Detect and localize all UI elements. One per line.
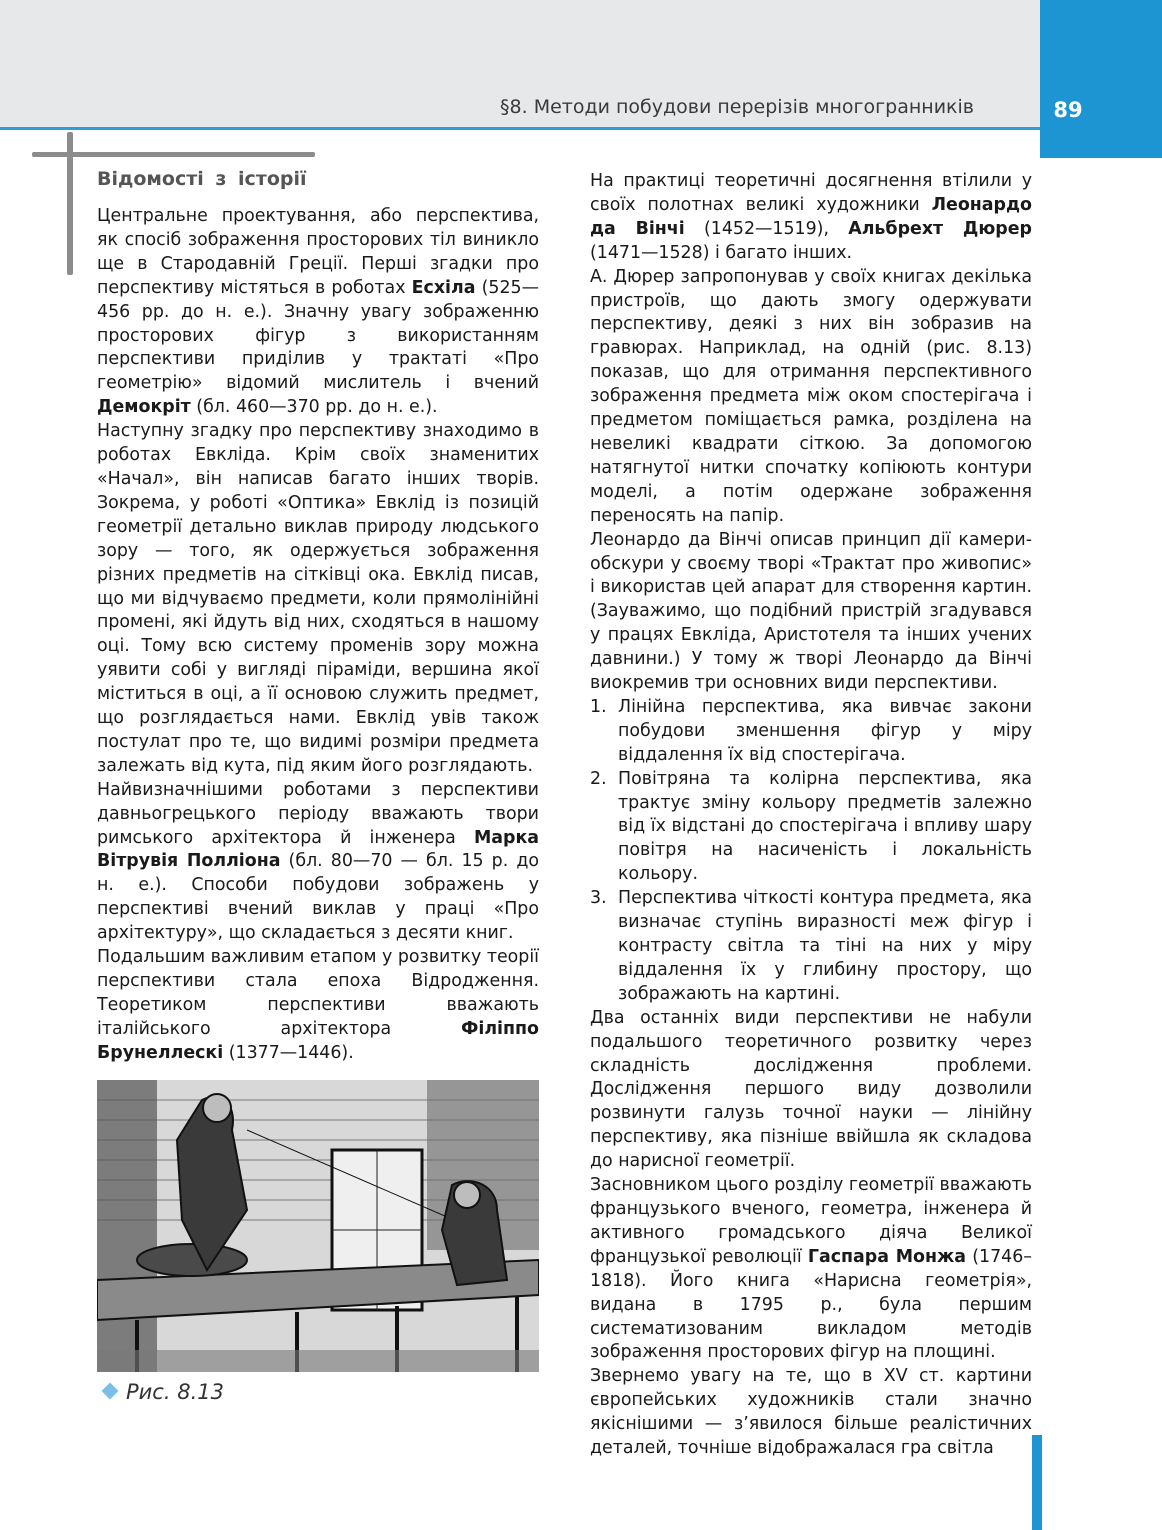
right-paragraph-4: Два останніх види перспективи не набули подальшого теоретичного розвитку через складність дослідження проблеми. Дослідження першого виду дозволили розвинути галузь точної науки — лінійну перспективу, яка пізніше ввійшла як складова до нарисної геометрії.	[590, 1007, 1032, 1172]
right-paragraph-5: Засновником цього розділу геометрії вважають французького вченого, геометра, інженера й активного громадського діяча Великої французької революції Гаспара Монжа (1746–1818). Його книга «Нарисна геометрія», видана в 1795 р., була першим систематизованим викладом методів зображення просторових фігур на площині.	[590, 1175, 1032, 1363]
name-durer: Альбрехт Дюрер	[848, 218, 1032, 239]
decorative-horizontal-bar	[32, 152, 315, 157]
left-paragraph-1: Центральне проектування, або перспектива, як спосіб зображення просторових тіл виникло ще в Стародавній Греції. Перші згадки про перспективу містяться в роботах Есхіла (525—456 рр. до н. е.). Значну увагу зображенню просторових фігур з використанням перспективи приділив у трактаті «Про геометрію» відомий мислитель і вчений Демокріт (бл. 460—370 рр. до н. е.).	[97, 206, 539, 418]
engraving-illustration	[97, 1080, 539, 1372]
name-vitruvius: Марка Вітрувія Полліона	[97, 827, 539, 872]
right-paragraph-3: Леонардо да Вінчі описав принцип дії камери-обскури у своєму творі «Трактат про живопис» і використав цей апарат для створення картин. (Зауважимо, що подібний пристрій згадувався у працях Евкліда, Аристотеля та інших учених давнини.) У тому ж творі Леонардо да Вінчі виокремив три основних види перспективи.	[590, 529, 1032, 694]
left-paragraph-4: Подальшим важливим етапом у розвитку теорії перспективи стала епоха Відродження. Теоретиком перспективи вважають італійського архітектора Філіппо Брунеллескі (1377—1446).	[97, 947, 539, 1063]
name-eschylus: Есхіла	[411, 277, 476, 298]
page-tab	[1040, 0, 1162, 158]
page-number: 89	[1053, 98, 1083, 122]
chapter-title: §8. Методи побудови перерізів многогранників	[500, 96, 974, 118]
list-item: 2. Повітряна та колірна перспектива, яка трактує зміну кольору предметів залежно від їх відстані до спостерігача і впливу шару повітря на насиченість і локальність кольору.	[590, 768, 1032, 885]
left-paragraph-3: Найвизначнішими роботами з перспективи давньогрецького періоду вважають твори римського архітектора й інженера Марка Вітрувія Полліона (бл. 80—70 — бл. 15 р. до н. е.). Способи побудови зображень у перспективі вчений виклав у праці «Про архітектуру», що складається з десяти книг.	[97, 779, 539, 944]
diamond-icon	[102, 1383, 119, 1400]
left-paragraph-2: Наступну згадку про перспективу знаходимо в роботах Евкліда. Крім своїх знаменитих «Начал», він написав багато інших творів. Зокрема, у роботі «Оптика» Евклід із позицій геометрії детально виклав природу людського зору — того, як одержується зображення різних предметів на сітківці ока. Евклід писав, що ми відчуваємо предмети, коли прямолінійні промені, які йдуть від них, сходяться в нашому оці. Тому всю систему променів зору можна уявити собі у вигляді піраміди, вершина якої міститься в оці, а її основою служить предмет, що розглядається нами. Евклід увів також постулат про те, що видимі розміри предмета залежать від кута, під яким його розглядають.	[97, 421, 539, 776]
name-brunelleschi: Філіппо Брунеллескі	[97, 1018, 539, 1063]
figure-caption: Рис. 8.13	[104, 1380, 224, 1404]
right-column	[590, 170, 1032, 1461]
section-heading: Відомості з історії	[97, 168, 307, 190]
right-paragraph-6: Звернемо увагу на те, що в XV ст. картини європейських художників стали значно якіснішими — з’явилося більше реалістичних деталей, точніше відображалася гра світла	[590, 1366, 1032, 1459]
header-rule	[0, 127, 1040, 130]
list-item: 1. Лінійна перспектива, яка вивчає закони побудови зменшення фігур у міру віддалення їх від спостерігача.	[590, 696, 1032, 765]
name-democritus: Демокріт	[97, 397, 191, 418]
perspective-types-list	[590, 696, 1032, 1007]
side-accent-bar	[1032, 1435, 1042, 1530]
figure-engraving	[97, 1080, 539, 1372]
name-monge: Гаспара Монжа	[807, 1246, 966, 1267]
list-item: 3. Перспектива чіткості контура предмета, яка визначає ступінь виразності меж фігур і контрасту світла та тіні на них у міру віддалення їх у глибину простору, що зображають на картині.	[590, 888, 1032, 1004]
right-paragraph-2: А. Дюрер запропонував у своїх книгах декілька пристроїв, що дають змогу одержувати перспективу, деякі з них він зобразив на гравюрах. Наприклад, на одній (рис. 8.13) показав, що для отримання перспективного зображення предмета між оком спостерігача і предметом поміщається рамка, розділена на невеликі квадрати сіткою. За допомогою натягнутої нитки спочатку копіюють контури моделі, а потім одержане зображення переносять на папір.	[590, 266, 1032, 526]
left-column	[97, 205, 539, 1066]
name-leonardo: Леонардо да Вінчі	[590, 194, 1032, 239]
decorative-vertical-bar	[67, 132, 73, 275]
right-paragraph-1: На практиці теоретичні досягнення втілили у своїх полотнах великі художники Леонардо да Вінчі (1452—1519), Альбрехт Дюрер (1471—1528) і багато інших.	[590, 171, 1032, 263]
